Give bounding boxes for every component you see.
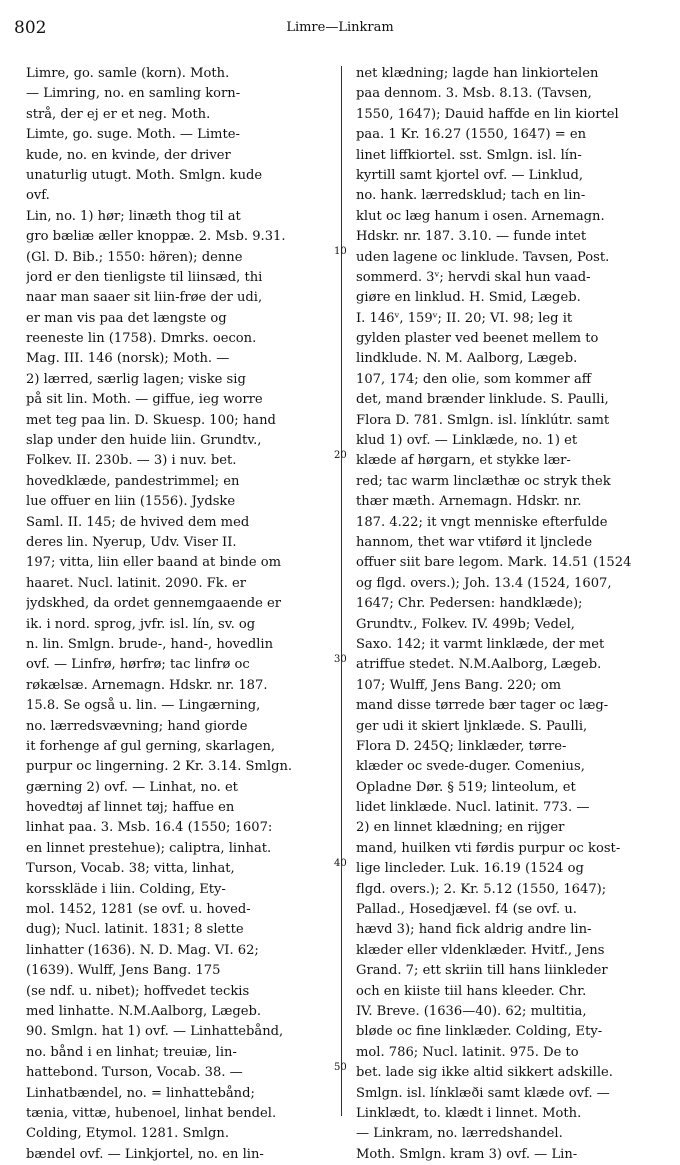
text-line: hovedtøj af linnet tøj; haffue en [26,800,235,816]
text-line: Hdskr. nr. 187. 3.10. — funde intet [356,229,587,245]
text-line: 1647; Chr. Pedersen: handklæde); [356,596,583,612]
text-line: hannom, thet war vtiførd it ljnclede [356,534,593,550]
left-column [26,64,332,1165]
text-line: linhatter (1636). N. D. Mag. VI. 62; [26,942,259,958]
text-line: mol. 1452, 1281 (se ovf. u. hoved- [26,902,251,918]
text-line: naar man saaer sit liin-frøe der udi, [26,290,263,306]
text-line: Opladne Dør. § 519; linteolum, et [356,779,576,795]
text-line: og flgd. overs.); Joh. 13.4 (1524, 1607, [356,575,612,591]
text-line: offuer siit bare legom. Mark. 14.51 (1524 [356,555,632,571]
text-line: paa. 1 Kr. 16.27 (1550, 1647) = en [356,127,587,143]
text-line: no. hank. lærredsklud; tach en lin- [356,188,586,204]
text-line: jydskhed, da ordet gennemgaaende er [26,596,282,612]
right-column [356,64,668,1165]
text-line: hovedklæde, pandestrimmel; en [26,473,240,489]
text-line: no. lærredsvævning; hand giorde [26,718,248,734]
text-line: mand disse tørrede bær tager oc læg- [356,698,609,714]
page-header [0,18,680,40]
text-line: klæder oc svede-duger. Comenius, [356,759,585,775]
text-line: 1550, 1647); Dauid haffde en lin kiortel [356,106,619,122]
text-line: Linklædt, to. klædt i linnet. Moth. [356,1105,582,1121]
text-line: korsskläde i liin. Colding, Ety- [26,881,226,897]
text-line: kyrtill samt kjortel ovf. — Linklud, [356,167,584,183]
text-line: det, mand brænder linklude. S. Paulli, [356,392,609,408]
text-line: en linnet prestehue); caliptra, linhat. [26,840,272,856]
text-line: Turson, Vocab. 38; vitta, linhat, [26,861,235,877]
text-line: thær mæth. Arnemagn. Hdskr. nr. [356,494,582,510]
text-line: ovf. — Linfrø, hørfrø; tac linfrø oc [26,657,250,673]
text-line: IV. Breve. (1636—40). 62; multitia, [356,1003,587,1019]
text-line: bet. lade sig ikke altid sikkert adskille. [356,1065,613,1081]
text-line: Lin, no. 1) hør; linæth thog til at [26,208,241,224]
text-line: 2) en linnet klædning; en rijger [356,820,565,836]
text-line: Flora D. 781. Smlgn. isl. línklútr. samt [356,412,610,428]
text-line: purpur oc lingerning. 2 Kr. 3.14. Smlgn. [26,759,293,775]
text-line: Mag. III. 146 (norsk); Moth. — [26,351,230,367]
text-line: gro bæliæ æller knoppæ. 2. Msb. 9.31. [26,229,286,245]
text-line: — Linkram, no. lærredshandel. [356,1126,563,1142]
text-line: Pallad., Hosedjævel. f4 (se ovf. u. [356,902,577,918]
text-line: klæde af hørgarn, et stykke lær- [356,453,571,469]
text-line: Limre, go. samle (korn). Moth. [26,66,230,81]
text-line: reeneste lin (1758). Dmrks. oecon. [26,331,257,347]
line-number: 40 [334,858,347,869]
text-line: på sit lin. Moth. — giffue, ieg worre [26,392,263,408]
text-line: unaturlig utugt. Moth. Smlgn. kude [26,167,263,183]
text-line: hattebond. Turson, Vocab. 38. — [26,1065,243,1081]
text-line: 15.8. Se også u. lin. — Lingærning, [26,698,261,714]
text-line: mol. 786; Nucl. latinit. 975. De to [356,1044,579,1060]
text-line: tænia, vittæ, hubenoel, linhat bendel. [26,1105,277,1121]
column-divider [341,66,342,1116]
text-line: ovf. [26,188,50,204]
text-line: Smlgn. isl. línklæði samt klæde ovf. — [356,1085,610,1101]
text-line: jord er den tienligste til liinsæd, thi [26,269,263,285]
text-line: 197; vitta, liin eller baand at binde om [26,555,282,571]
text-line: Grundtv., Folkev. IV. 499b; Vedel, [356,616,575,632]
text-line: røkælsæ. Arnemagn. Hdskr. nr. 187. [26,677,268,693]
text-line: uden lagene oc linklude. Tavsen, Post. [356,249,610,265]
text-line: n. lin. Smlgn. brude-, hand-, hovedlin [26,636,274,652]
text-line: I. 146ᵛ, 159ᵛ; II. 20; VI. 98; leg it [356,310,573,326]
text-line: 107; Wulff, Jens Bang. 220; om [356,677,562,693]
text-line: klæder eller vldenklæder. Hvitf., Jens [356,942,605,958]
text-line: 90. Smlgn. hat 1) ovf. — Linhattebånd, [26,1024,284,1040]
text-line: ik. i nord. sprog, jvfr. isl. lín, sv. og [26,616,256,632]
text-line: och en kiiste tiil hans kleeder. Chr. [356,983,587,999]
line-number: 30 [334,654,347,665]
running-head: Limre—Linkram [286,20,394,35]
text-line: paa dennom. 3. Msb. 8.13. (Tavsen, [356,86,592,102]
text-line: slap under den huide liin. Grundtv., [26,433,262,449]
page-number: 802 [14,18,47,38]
text-line: Grand. 7; ett skriin till hans liinkleder [356,963,608,979]
text-line: Saxo. 142; it varmt linklæde, der met [356,636,605,652]
text-line: net klædning; lagde han linkiortelen [356,66,599,81]
text-line: gærning 2) ovf. — Linhat, no. et [26,779,238,795]
text-line: 187. 4.22; it vngt menniske efterfulde [356,514,608,530]
text-line: ger udi it skiert ljnklæde. S. Paulli, [356,718,588,734]
text-line: kude, no. en kvinde, der driver [26,147,231,163]
text-line: Folkev. II. 230b. — 3) i nuv. bet. [26,453,237,469]
text-line: Flora D. 245Q; linklæder, tørre- [356,738,567,754]
text-line: lidet linklæde. Nucl. latinit. 773. — [356,800,590,816]
text-line: gylden plaster ved beenet mellem to [356,331,599,347]
text-line: lue offuer en liin (1556). Jydske [26,494,236,510]
text-line: (1639). Wulff, Jens Bang. 175 [26,963,221,979]
text-line: red; tac warm linclæthæ oc stryk thek [356,473,611,489]
text-line: mand, huilken vti førdis purpur oc kost- [356,840,621,856]
text-line: klud 1) ovf. — Linklæde, no. 1) et [356,433,578,449]
text-line: Colding, Etymol. 1281. Smlgn. [26,1126,230,1142]
text-line: (se ndf. u. nibet); hoffvedet teckis [26,983,250,999]
text-line: linet liffkiortel. sst. Smlgn. isl. lín- [356,147,582,163]
text-line: Linhatbændel, no. = linhattebånd; [26,1085,255,1101]
text-line: lindklude. N. M. Aalborg, Lægeb. [356,351,578,367]
text-line: klut oc læg hanum i osen. Arnemagn. [356,208,605,224]
text-line: Limte, go. suge. Moth. — Limte- [26,127,240,143]
text-line: bløde oc fine linklæder. Colding, Ety- [356,1024,603,1040]
text-line: it forhenge af gul gerning, skarlagen, [26,738,276,754]
text-line: 107, 174; den olie, som kommer aff [356,371,592,387]
text-line: no. bånd i en linhat; treuiæ, lin- [26,1044,237,1060]
line-number: 50 [334,1062,347,1073]
text-line: Saml. II. 145; de hvived dem med [26,514,250,530]
text-line: bændel ovf. — Linkjortel, no. en lin- [26,1146,264,1162]
line-number: 10 [334,246,347,257]
line-number: 20 [334,450,347,461]
text-line: met teg paa lin. D. Skuesp. 100; hand [26,412,276,428]
text-line: haaret. Nucl. latinit. 2090. Fk. er [26,575,247,591]
text-line: er man vis paa det længste og [26,310,227,326]
text-line: — Limring, no. en samling korn- [26,86,241,102]
text-line: sommerd. 3ᵛ; hervdi skal hun vaad- [356,269,591,285]
text-line: flgd. overs.); 2. Kr. 5.12 (1550, 1647); [356,881,607,897]
text-line: (Gl. D. Bib.; 1550: hø̈ren); denne [26,249,243,265]
text-line: lige lincleder. Luk. 16.19 (1524 og [356,861,584,877]
text-line: atriffue stedet. N.M.Aalborg, Lægeb. [356,657,602,673]
text-line: Moth. Smlgn. kram 3) ovf. — Lin- [356,1146,578,1162]
text-line: giøre en linklud. H. Smid, Lægeb. [356,290,581,306]
text-line: 2) lærred, særlig lagen; viske sig [26,371,246,387]
text-line: deres lin. Nyerup, Udv. Viser II. [26,534,237,550]
text-line: dug); Nucl. latinit. 1831; 8 slette [26,922,244,938]
text-line: med linhatte. N.M.Aalborg, Lægeb. [26,1003,262,1019]
text-line: strå, der ej er et neg. Moth. [26,106,211,122]
text-line: linhat paa. 3. Msb. 16.4 (1550; 1607: [26,820,273,836]
text-line: hævd 3); hand fick aldrig andre lin- [356,922,592,938]
